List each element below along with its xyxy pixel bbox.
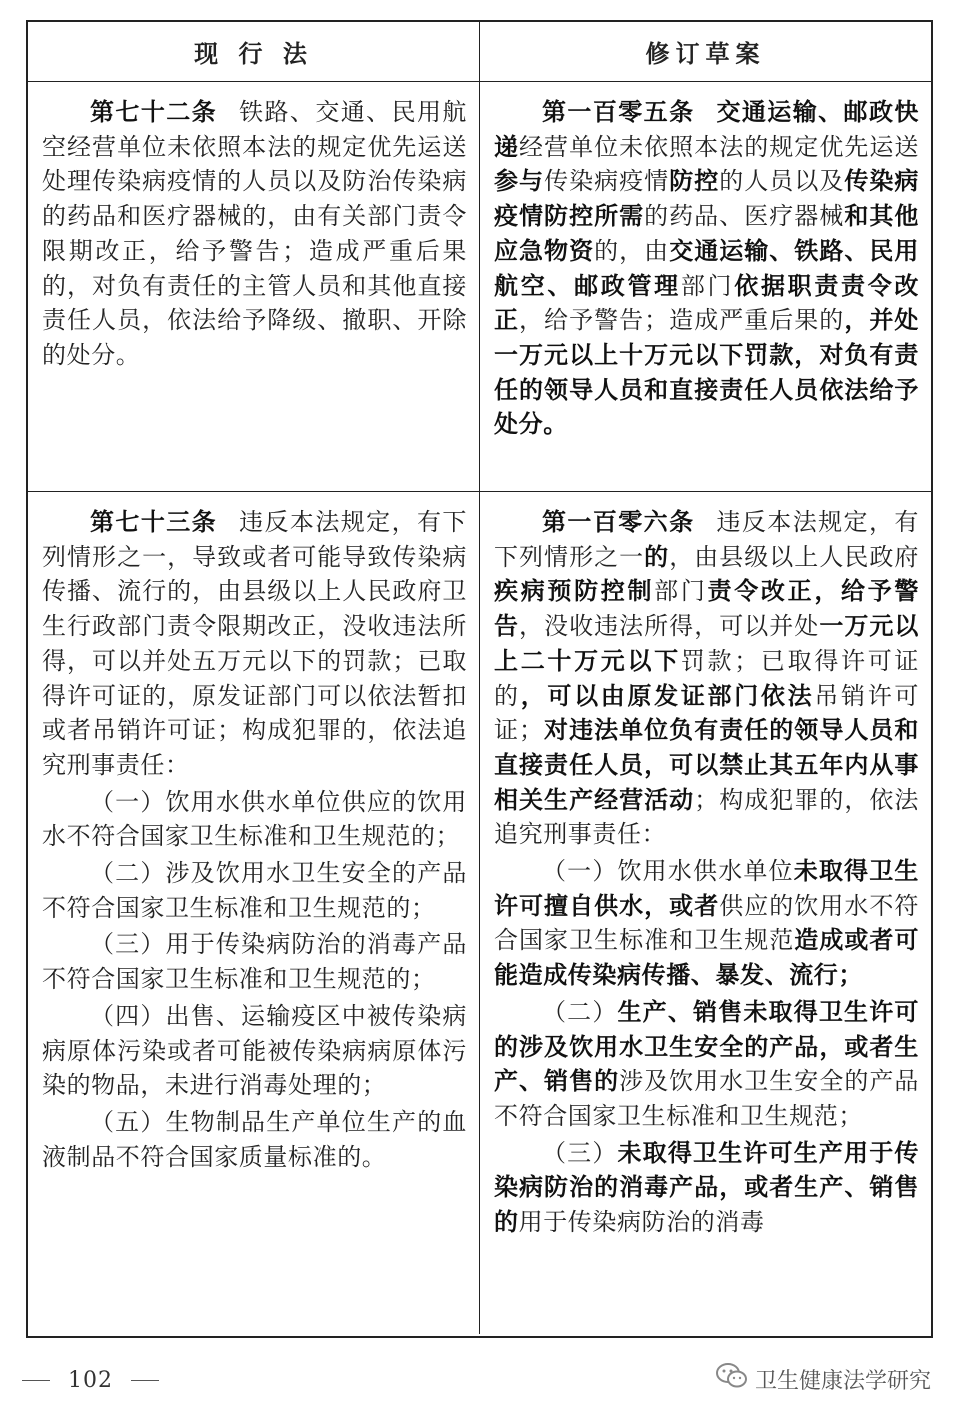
text-segment: ，可以由原发证部门依法	[520, 681, 815, 710]
article-105-paragraph	[494, 95, 919, 442]
text-segment: ，并处一万元以上十万元以下罚款，对负有责任的领导人员和直接责任人员依法给予处分。	[494, 306, 919, 439]
article-73-item: （三）用于传染病防治的消毒产品不符合国家卫生标准和卫生规范的；	[42, 930, 467, 994]
text-segment: 经营单位未依照本法的规定优先运送	[519, 132, 919, 161]
text-segment: 传染病疫情防控所需	[494, 167, 920, 231]
cell-article-72	[28, 82, 480, 492]
text-segment: （二）	[542, 997, 618, 1026]
text-segment: ，给予警告；造成严重后果的	[519, 306, 845, 335]
article-106-paragraph	[494, 505, 919, 852]
cell-article-73	[28, 492, 480, 1334]
text-segment: 参与	[494, 167, 545, 196]
text-segment: 传染病疫情	[544, 167, 670, 196]
text-segment: ，没收违法所得，可以并处	[519, 612, 820, 641]
text-segment: 生产、销售未取得卫生许可的涉及饮用水卫生安全的产品，或者生产、销售的	[494, 997, 919, 1096]
text-segment: 部门	[680, 271, 735, 300]
text-segment: 违反本法规定，有下列情形之一	[494, 508, 919, 571]
article-106-item-2	[494, 995, 919, 1134]
cell-article-106	[480, 492, 931, 1334]
header-revised-draft: 修订草案	[480, 22, 931, 82]
article-106-title: 第一百零六条	[542, 508, 695, 536]
account-watermark	[715, 1362, 931, 1396]
article-105-title: 第一百零五条	[542, 98, 695, 126]
watermark-text: 卫生健康法学研究	[754, 1368, 931, 1394]
text-segment: （三）	[542, 1138, 618, 1167]
article-106-item-3	[494, 1136, 919, 1240]
cell-article-105	[480, 82, 931, 492]
text-segment: 涉及饮用水卫生安全的产品不符合国家卫生标准和卫生规范；	[494, 1067, 919, 1130]
text-segment: 造成或者可能造成传染病传播、暴发、流行；	[494, 926, 919, 990]
text-segment: 交通运输、邮政快递	[494, 98, 919, 161]
text-segment: （一）饮用水供水单位	[542, 857, 794, 886]
article-73-item: （四）出售、运输疫区中被传染病病原体污染或者可能被传染病病原体污染的物品，未进行消毒处理的；	[42, 1001, 467, 1100]
text-segment: 部门	[654, 577, 708, 606]
text-segment: 用于传染病防治的消毒	[518, 1208, 765, 1237]
article-73-item: （二）涉及饮用水卫生安全的产品不符合国家卫生标准和卫生规范的；	[42, 859, 467, 922]
text-segment: 的，由	[594, 236, 670, 265]
text-segment: ；构成犯罪的，依法追究刑事责任：	[494, 785, 919, 849]
text-segment: ，由县级以上人民政府	[669, 542, 920, 571]
text-segment: 的	[644, 542, 670, 571]
text-segment: 依据职责责令改正	[494, 271, 920, 335]
page-footer	[22, 1368, 159, 1393]
header-current-law: 现 行 法	[28, 22, 480, 82]
text-segment: 防控	[669, 167, 720, 196]
text-segment: 未取得卫生许可擅自供水，或者	[494, 857, 920, 920]
footer-dash-left	[22, 1380, 50, 1382]
text-segment: 未取得卫生许可生产用于传染病防治的消毒产品，或者生产、销售的	[494, 1138, 919, 1237]
article-73-text: 违反本法规定，有下列情形之一，导致或者可能导致传染病传播、流行的，由县级以上人民政府卫生行政部门责令限期改正，没收违法所得，可以并处五万元以下的罚款；已取得许可证的，原发证部门可以依法暂扣或者吊销许可证；构成犯罪的，依法追究刑事责任：	[42, 508, 467, 779]
text-segment: 交通运输、铁路、民用航空、邮政管理	[494, 236, 920, 300]
text-segment: 的药品、医疗器械	[644, 202, 845, 231]
wechat-icon	[715, 1362, 749, 1396]
article-73-item: （一）饮用水供水单位供应的饮用水不符合国家卫生标准和卫生规范的；	[42, 787, 467, 851]
article-106-item-1	[494, 854, 919, 993]
text-segment: 对违法单位负有责任的领导人员和直接责任人员，可以禁止其五年内从事相关生产经营活动	[494, 716, 919, 814]
article-72-title: 第七十二条	[90, 98, 218, 126]
text-segment: 供应的饮用水不符合国家卫生标准和卫生规范	[494, 891, 919, 955]
text-segment: 责令改正，给予警告	[494, 577, 919, 641]
comparison-table	[26, 20, 933, 1338]
article-73-item: （五）生物制品生产单位生产的血液制品不符合国家质量标准的。	[42, 1107, 467, 1171]
text-segment: 吊销许可证；	[494, 681, 919, 745]
text-segment: 一万元以上二十万元以下	[494, 612, 919, 675]
text-segment: 的人员以及	[719, 167, 845, 196]
text-segment: 和其他应急物资	[494, 202, 919, 265]
footer-dash-right	[131, 1380, 159, 1382]
text-segment: 疾病预防控制	[494, 577, 655, 606]
article-72-paragraph	[42, 95, 467, 373]
article-72-text: 铁路、交通、民用航空经营单位未依照本法的规定优先运送处理传染病疫情的人员以及防治传染病的药品和医疗器械的，由有关部门责令限期改正，给予警告；造成严重后果的，对负有责任的主管人员和其他直接责任人员，依法给予降级、撤职、开除的处分。	[42, 98, 467, 369]
text-segment: 罚款；已取得许可证的	[494, 646, 920, 710]
page-number: 102	[68, 1368, 113, 1393]
article-73-paragraph	[42, 505, 467, 783]
article-73-title: 第七十三条	[90, 508, 218, 536]
